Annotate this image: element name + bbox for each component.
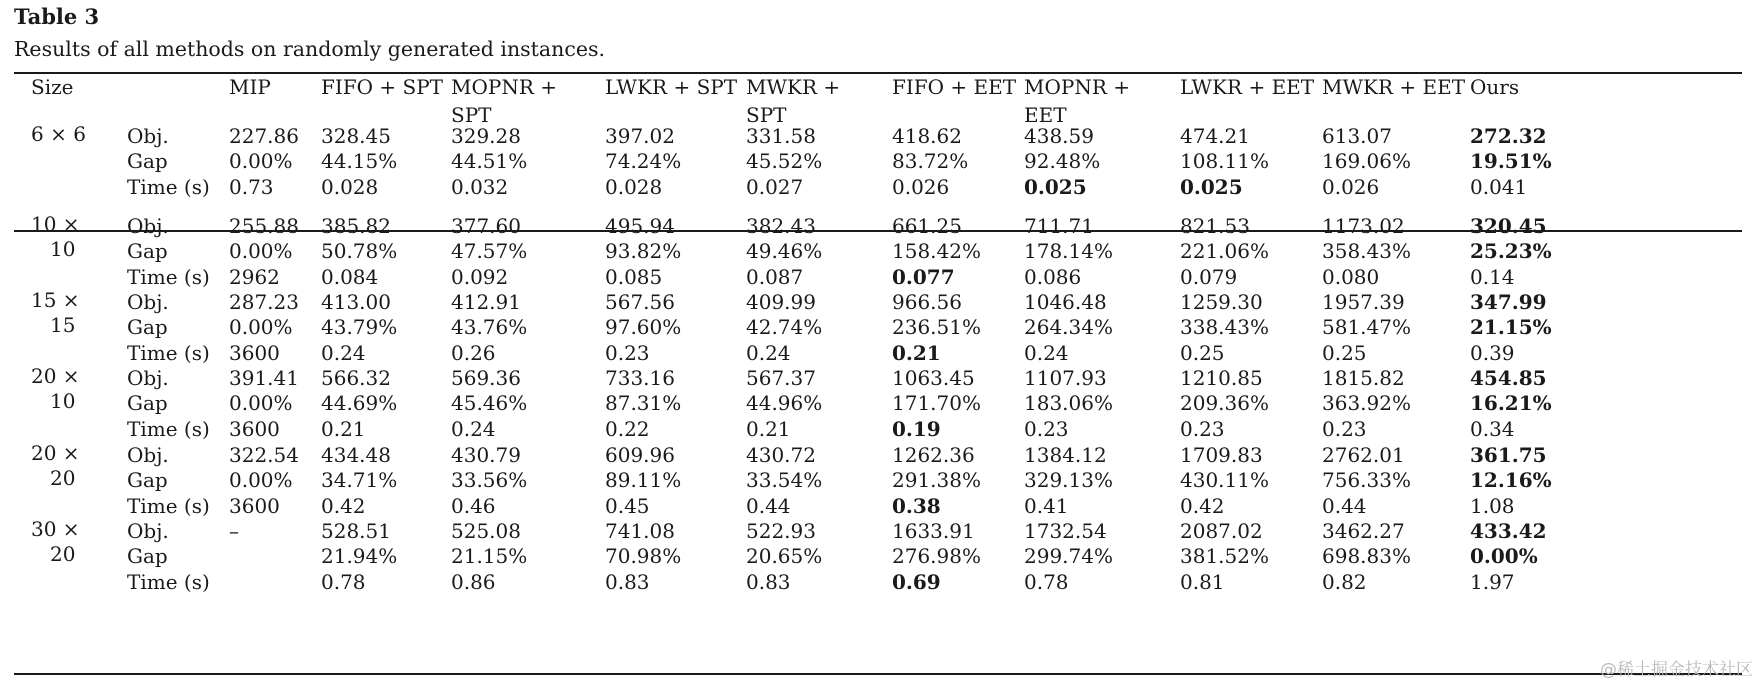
table-cell: 0.22 xyxy=(605,416,650,441)
table-cell: 0.42 xyxy=(1180,493,1225,518)
table-cell: 21.15% xyxy=(1470,315,1552,340)
table-cell: 0.028 xyxy=(605,174,663,199)
metric-label: Obj. xyxy=(127,443,169,467)
table-cell: 1.97 xyxy=(1470,569,1515,594)
instance-size xyxy=(31,517,80,568)
metric-label: Time (s) xyxy=(127,340,210,365)
instance-size-line: 10 xyxy=(50,237,76,262)
table-cell: 338.43% xyxy=(1180,315,1269,340)
table-cell: 434.48 xyxy=(321,443,391,467)
table-cell: 409.99 xyxy=(746,290,816,314)
column-header xyxy=(605,73,737,101)
table-cell: 171.70% xyxy=(892,391,981,416)
instance-size-line: 6 × 6 xyxy=(31,122,86,146)
table-cell: 0.00% xyxy=(1470,544,1538,569)
table-cell: 741.08 xyxy=(605,519,675,543)
table-cell: 0.44 xyxy=(746,493,791,518)
table-cell: 93.82% xyxy=(605,239,682,264)
table-cell: 0.39 xyxy=(1470,340,1515,365)
table-cell: 0.21 xyxy=(746,416,791,441)
table-cell: 0.025 xyxy=(1024,174,1087,199)
metric-label: Obj. xyxy=(127,124,169,148)
table-cell: 0.19 xyxy=(892,416,941,441)
metric-label: Gap xyxy=(127,391,168,416)
table-cell: 0.00% xyxy=(229,391,293,416)
table-cell: 236.51% xyxy=(892,315,981,340)
table-cell: 0.83 xyxy=(746,569,791,594)
table-cell: 320.45 xyxy=(1470,214,1547,238)
instance-size xyxy=(31,212,80,263)
column-header-line: SPT xyxy=(451,103,492,127)
table-cell: 567.56 xyxy=(605,290,675,314)
table-cell: 272.32 xyxy=(1470,124,1547,148)
metric-label: Obj. xyxy=(127,366,169,390)
table-cell: 566.32 xyxy=(321,366,391,390)
table-label: Table 3 xyxy=(14,4,100,29)
column-header-line: Size xyxy=(31,75,74,99)
table-cell: 16.21% xyxy=(1470,391,1552,416)
table-cell: 525.08 xyxy=(451,519,521,543)
table-cell: 44.69% xyxy=(321,391,398,416)
metric-label: Time (s) xyxy=(127,416,210,441)
table-cell: 661.25 xyxy=(892,214,962,238)
column-header xyxy=(892,73,1016,101)
instance-size xyxy=(31,288,80,339)
table-cell: 0.026 xyxy=(1322,174,1380,199)
table-cell: 0.24 xyxy=(321,340,366,365)
table-cell: 83.72% xyxy=(892,149,969,174)
table-cell: 20.65% xyxy=(746,544,823,569)
table-cell: 0.34 xyxy=(1470,416,1515,441)
table-cell: 0.86 xyxy=(451,569,496,594)
table-cell: 0.26 xyxy=(451,340,496,365)
table-cell: 43.76% xyxy=(451,315,528,340)
table-cell: 0.14 xyxy=(1470,264,1515,289)
table-cell: 44.51% xyxy=(451,149,528,174)
instance-size-line: 15 xyxy=(50,313,76,338)
table-cell: 397.02 xyxy=(605,124,675,148)
instance-size xyxy=(31,364,80,415)
table-cell: 0.00% xyxy=(229,239,293,264)
table-cell: 1633.91 xyxy=(892,519,975,543)
table-cell: 567.37 xyxy=(746,366,816,390)
table-cell: 0.82 xyxy=(1322,569,1367,594)
table-cell: 377.60 xyxy=(451,214,521,238)
table-cell: 89.11% xyxy=(605,468,682,493)
table-cell: 698.83% xyxy=(1322,544,1411,569)
table-cell: 1259.30 xyxy=(1180,290,1263,314)
table-cell: 1063.45 xyxy=(892,366,975,390)
table-cell: 413.00 xyxy=(321,290,391,314)
table-cell: 44.15% xyxy=(321,149,398,174)
table-cell: 412.91 xyxy=(451,290,521,314)
table-cell: 1210.85 xyxy=(1180,366,1263,390)
table-cell: 3600 xyxy=(229,416,280,441)
column-header-line: MOPNR + xyxy=(1024,75,1131,99)
table-cell: 331.58 xyxy=(746,124,816,148)
table-cell: 0.25 xyxy=(1322,340,1367,365)
table-cell: 322.54 xyxy=(229,443,299,467)
metric-label: Time (s) xyxy=(127,569,210,594)
column-header xyxy=(746,73,840,129)
table-cell: 756.33% xyxy=(1322,468,1411,493)
table-cell: 92.48% xyxy=(1024,149,1101,174)
metric-label: Gap xyxy=(127,149,168,174)
table-cell: 966.56 xyxy=(892,290,962,314)
table-cell: 0.026 xyxy=(892,174,950,199)
watermark: @稀土掘金技术社区 xyxy=(1600,660,1753,680)
instance-size-line: 20 × xyxy=(31,364,80,388)
metric-label: Time (s) xyxy=(127,493,210,518)
table-cell: 418.62 xyxy=(892,124,962,148)
table-cell: 25.23% xyxy=(1470,239,1552,264)
table-cell: 21.94% xyxy=(321,544,398,569)
instance-size-line: 10 xyxy=(50,389,76,414)
column-header-line: MOPNR + xyxy=(451,75,558,99)
table-cell: 0.23 xyxy=(1024,416,1069,441)
table-cell: 430.79 xyxy=(451,443,521,467)
table-cell: 0.087 xyxy=(746,264,804,289)
table-cell: 221.06% xyxy=(1180,239,1269,264)
table-cell: 21.15% xyxy=(451,544,528,569)
table-cell: 0.21 xyxy=(321,416,366,441)
table-cell: 821.53 xyxy=(1180,214,1250,238)
column-header-line: FIFO + SPT xyxy=(321,75,444,99)
table-cell: 0.69 xyxy=(892,569,941,594)
column-header-line: LWKR + SPT xyxy=(605,75,738,99)
table-cell: 0.092 xyxy=(451,264,509,289)
table-cell: 12.16% xyxy=(1470,468,1552,493)
table-cell: 45.46% xyxy=(451,391,528,416)
table-cell: 209.36% xyxy=(1180,391,1269,416)
table-cell: 70.98% xyxy=(605,544,682,569)
column-header xyxy=(321,73,443,101)
table-cell: 42.74% xyxy=(746,315,823,340)
table-cell: 3600 xyxy=(229,340,280,365)
instance-size-line: 20 xyxy=(50,542,76,567)
metric-label: Time (s) xyxy=(127,174,210,199)
instance-size-line: 30 × xyxy=(31,517,80,541)
table-cell: 255.88 xyxy=(229,214,299,238)
table-cell: 0.00% xyxy=(229,149,293,174)
table-cell: 0.23 xyxy=(1322,416,1367,441)
table-cell: 0.38 xyxy=(892,493,941,518)
table-cell: 0.44 xyxy=(1322,493,1367,518)
table-cell: 1046.48 xyxy=(1024,290,1107,314)
table-cell: 1173.02 xyxy=(1322,214,1405,238)
column-header-line: MWKR + EET xyxy=(1322,75,1466,99)
table-cell: 391.41 xyxy=(229,366,299,390)
table-cell: 1709.83 xyxy=(1180,443,1263,467)
table-cell: 0.21 xyxy=(892,340,941,365)
table-cell: 0.027 xyxy=(746,174,804,199)
table-cell: 33.56% xyxy=(451,468,528,493)
column-header-line: MWKR + xyxy=(746,75,841,99)
table-cell: 0.032 xyxy=(451,174,509,199)
table-cell: 474.21 xyxy=(1180,124,1250,148)
table-cell: 0.78 xyxy=(1024,569,1069,594)
table-cell: 0.041 xyxy=(1470,174,1528,199)
metric-label: Gap xyxy=(127,315,168,340)
table-cell: 0.78 xyxy=(321,569,366,594)
metric-label: Obj. xyxy=(127,290,169,314)
table-cell: 3600 xyxy=(229,493,280,518)
table-cell: 329.13% xyxy=(1024,468,1113,493)
table-cell: 430.11% xyxy=(1180,468,1269,493)
table-cell: 169.06% xyxy=(1322,149,1411,174)
column-header xyxy=(31,73,73,101)
table-cell: 2962 xyxy=(229,264,280,289)
table-cell: 0.084 xyxy=(321,264,379,289)
instance-size-line: 10 × xyxy=(31,212,80,236)
table-cell: 0.83 xyxy=(605,569,650,594)
table-cell: 158.42% xyxy=(892,239,981,264)
table-cell: 733.16 xyxy=(605,366,675,390)
instance-size xyxy=(31,441,80,492)
table-cell: 0.028 xyxy=(321,174,379,199)
column-header xyxy=(1470,73,1519,101)
instance-size-line: 15 × xyxy=(31,288,80,312)
table-cell: 0.73 xyxy=(229,174,274,199)
column-header xyxy=(1024,73,1130,129)
table-cell: 108.11% xyxy=(1180,149,1269,174)
table-cell: 363.92% xyxy=(1322,391,1411,416)
bottom-rule xyxy=(14,673,1742,675)
column-header-line: LWKR + EET xyxy=(1180,75,1315,99)
instance-size xyxy=(31,122,86,147)
instance-size-line: 20 xyxy=(50,466,76,491)
table-cell: 613.07 xyxy=(1322,124,1392,148)
table-cell: 178.14% xyxy=(1024,239,1113,264)
column-header xyxy=(451,73,557,129)
table-cell: 1957.39 xyxy=(1322,290,1405,314)
metric-label: Obj. xyxy=(127,519,169,543)
table-cell: 3462.27 xyxy=(1322,519,1405,543)
table-cell: 1.08 xyxy=(1470,493,1515,518)
column-header-line: Ours xyxy=(1470,75,1520,99)
table-cell: – xyxy=(229,519,239,543)
table-cell: 44.96% xyxy=(746,391,823,416)
table-cell: 381.52% xyxy=(1180,544,1269,569)
table-cell: 0.00% xyxy=(229,315,293,340)
table-cell: 97.60% xyxy=(605,315,682,340)
table-cell: 609.96 xyxy=(605,443,675,467)
table-cell: 47.57% xyxy=(451,239,528,264)
table-cell: 264.34% xyxy=(1024,315,1113,340)
table-cell: 276.98% xyxy=(892,544,981,569)
table-cell: 0.81 xyxy=(1180,569,1225,594)
table-cell: 711.71 xyxy=(1024,214,1094,238)
table-cell: 1262.36 xyxy=(892,443,975,467)
table-cell: 1384.12 xyxy=(1024,443,1107,467)
table-cell: 385.82 xyxy=(321,214,391,238)
table-cell: 347.99 xyxy=(1470,290,1547,314)
metric-label: Gap xyxy=(127,239,168,264)
table-cell: 287.23 xyxy=(229,290,299,314)
table-cell: 0.23 xyxy=(605,340,650,365)
table-cell: 454.85 xyxy=(1470,366,1547,390)
table-cell: 0.24 xyxy=(1024,340,1069,365)
table-cell: 227.86 xyxy=(229,124,299,148)
table-cell: 0.025 xyxy=(1180,174,1243,199)
table-cell: 299.74% xyxy=(1024,544,1113,569)
column-header-line: MIP xyxy=(229,75,271,99)
table-cell: 2762.01 xyxy=(1322,443,1405,467)
table-cell: 0.24 xyxy=(746,340,791,365)
table-cell: 0.41 xyxy=(1024,493,1069,518)
table-cell: 19.51% xyxy=(1470,149,1552,174)
table-cell: 291.38% xyxy=(892,468,981,493)
table-cell: 183.06% xyxy=(1024,391,1113,416)
table-cell: 0.077 xyxy=(892,264,955,289)
table-caption: Results of all methods on randomly generated instances. xyxy=(14,37,605,61)
table-cell: 329.28 xyxy=(451,124,521,148)
table-cell: 0.42 xyxy=(321,493,366,518)
table-cell: 50.78% xyxy=(321,239,398,264)
table-cell: 34.71% xyxy=(321,468,398,493)
column-header xyxy=(229,73,271,101)
table-cell: 438.59 xyxy=(1024,124,1094,148)
table-cell: 0.080 xyxy=(1322,264,1380,289)
table-cell: 1815.82 xyxy=(1322,366,1405,390)
metric-label: Gap xyxy=(127,544,168,569)
table-cell: 0.24 xyxy=(451,416,496,441)
table-cell: 433.42 xyxy=(1470,519,1547,543)
instance-size-line: 20 × xyxy=(31,441,80,465)
table-cell: 0.00% xyxy=(229,468,293,493)
table-cell: 328.45 xyxy=(321,124,391,148)
table-cell: 0.25 xyxy=(1180,340,1225,365)
table-cell: 382.43 xyxy=(746,214,816,238)
table-cell: 1107.93 xyxy=(1024,366,1107,390)
table-cell: 74.24% xyxy=(605,149,682,174)
table-cell: 0.086 xyxy=(1024,264,1082,289)
table-cell: 581.47% xyxy=(1322,315,1411,340)
table-cell: 495.94 xyxy=(605,214,675,238)
table-cell: 358.43% xyxy=(1322,239,1411,264)
table-cell: 528.51 xyxy=(321,519,391,543)
table-cell: 2087.02 xyxy=(1180,519,1263,543)
table-cell: 0.46 xyxy=(451,493,496,518)
table-cell: 0.23 xyxy=(1180,416,1225,441)
metric-label: Gap xyxy=(127,468,168,493)
column-header xyxy=(1180,73,1314,101)
table-cell: 430.72 xyxy=(746,443,816,467)
table-cell: 522.93 xyxy=(746,519,816,543)
table-cell: 43.79% xyxy=(321,315,398,340)
column-header-line: EET xyxy=(1024,103,1067,127)
table-cell: 87.31% xyxy=(605,391,682,416)
table-cell: 0.085 xyxy=(605,264,663,289)
metric-label: Time (s) xyxy=(127,264,210,289)
table-cell: 33.54% xyxy=(746,468,823,493)
table-cell: 1732.54 xyxy=(1024,519,1107,543)
table-cell: 49.46% xyxy=(746,239,823,264)
column-header-line: FIFO + EET xyxy=(892,75,1017,99)
column-header-line: SPT xyxy=(746,103,787,127)
table-cell: 361.75 xyxy=(1470,443,1547,467)
table-cell: 45.52% xyxy=(746,149,823,174)
column-header xyxy=(1322,73,1465,101)
table-cell: 0.079 xyxy=(1180,264,1238,289)
metric-label: Obj. xyxy=(127,214,169,238)
table-cell: 0.45 xyxy=(605,493,650,518)
table-cell: 569.36 xyxy=(451,366,521,390)
